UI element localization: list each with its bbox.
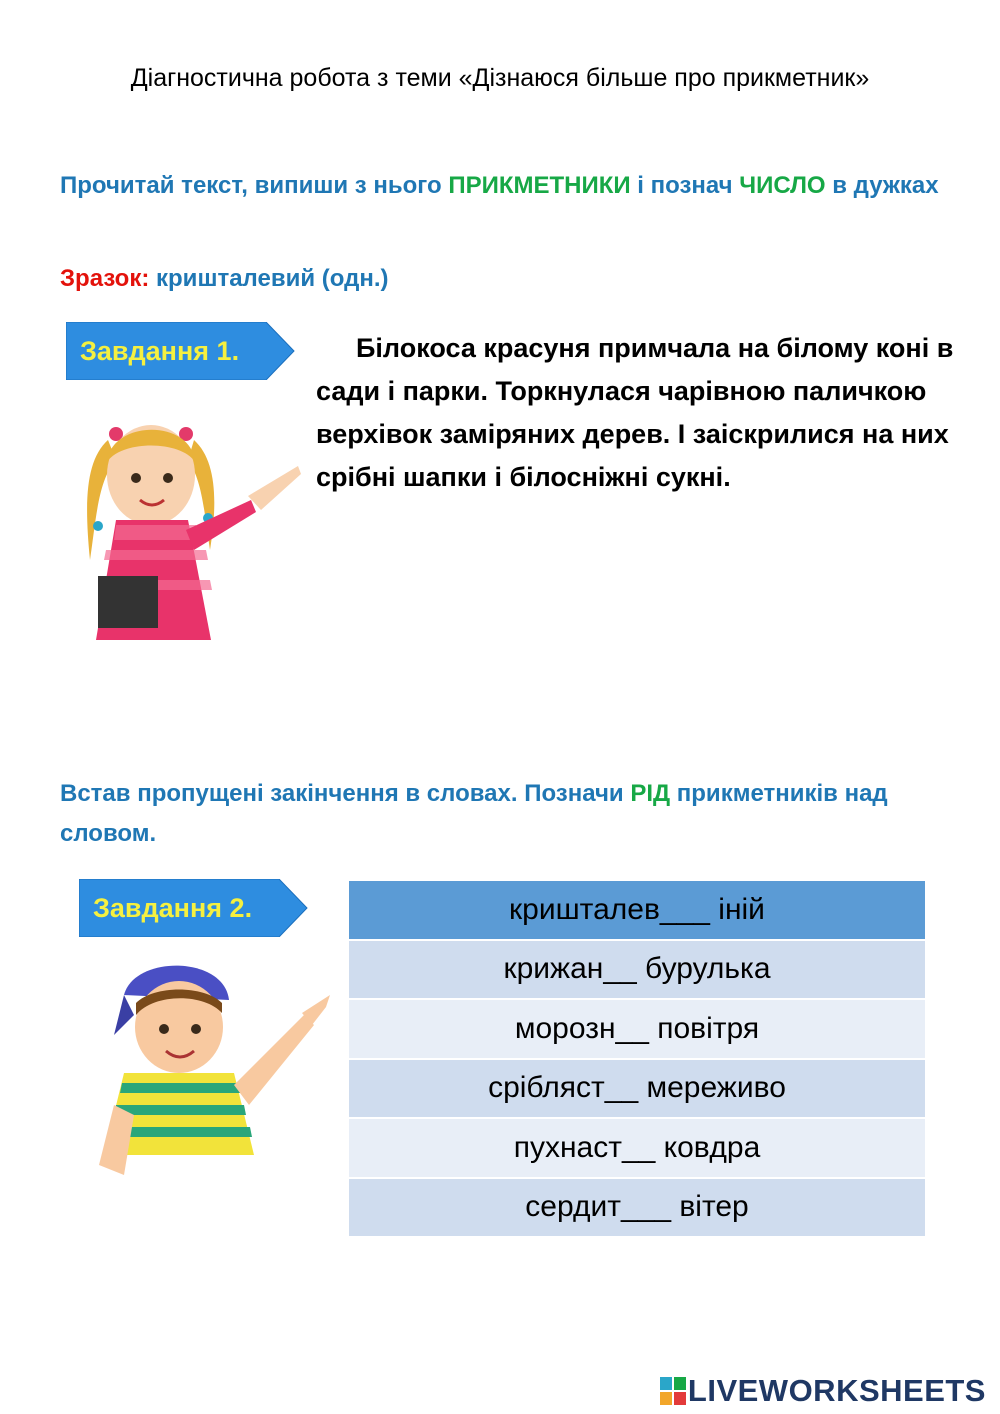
task1-badge [66,322,296,380]
table-row [349,881,925,940]
table-row [349,1118,925,1178]
instruction-highlight: РІД [630,780,671,807]
page-title: Діагностична робота з теми «Дізнаюся більше про прикметник» [130,64,870,92]
instruction-text: прикметників над словом. [60,780,888,847]
boy-pointing-illustration [94,955,334,1195]
badge-label: Завдання 1. [80,336,240,366]
table-row [349,940,925,1000]
table-row [349,1178,925,1238]
word-cell[interactable]: срібляст__ мереживо [349,1059,925,1119]
instruction-text: і познач [630,172,740,199]
task1-instruction [60,166,950,206]
instruction-text: в дужках [825,172,939,199]
word-cell[interactable]: морозн__ повітря [349,999,925,1059]
liveworksheets-logo [660,1374,986,1408]
task2-instruction [60,774,950,854]
sample-line [60,259,388,299]
logo-text: LIVEWORKSHEETS [687,1373,986,1408]
word-cell[interactable]: крижан__ бурулька [349,940,925,1000]
instruction-highlight: ПРИКМЕТНИКИ [448,172,631,199]
task1-text [316,327,956,499]
badge-label: Завдання 2. [93,893,253,923]
word-cell[interactable]: кришталев___ іній [349,881,925,940]
instruction-text: Прочитай текст, випиши з нього [60,172,449,199]
table-row [349,1059,925,1119]
word-table [349,881,925,1238]
sample-text: кришталевий (одн.) [149,265,389,292]
word-cell[interactable]: сердит___ вітер [349,1178,925,1238]
task2-badge [79,879,309,937]
word-cell[interactable]: пухнаст__ ковдра [349,1118,925,1178]
instruction-text: Встав пропущені закінчення в словах. Позначи [60,780,631,807]
story-paragraph: Білокоса красуня примчала на білому коні в сади і парки. Торкнулася чарівною паличкою верхівок заміряних дерев. І заіскрилися на них срібні шапки і білосніжні сукні. [316,333,954,492]
table-row [349,999,925,1059]
instruction-highlight: ЧИСЛО [739,172,826,199]
sample-label: Зразок: [60,265,150,292]
girl-pointing-illustration [76,400,306,645]
liveworksheets-logo-icon [660,1377,686,1405]
